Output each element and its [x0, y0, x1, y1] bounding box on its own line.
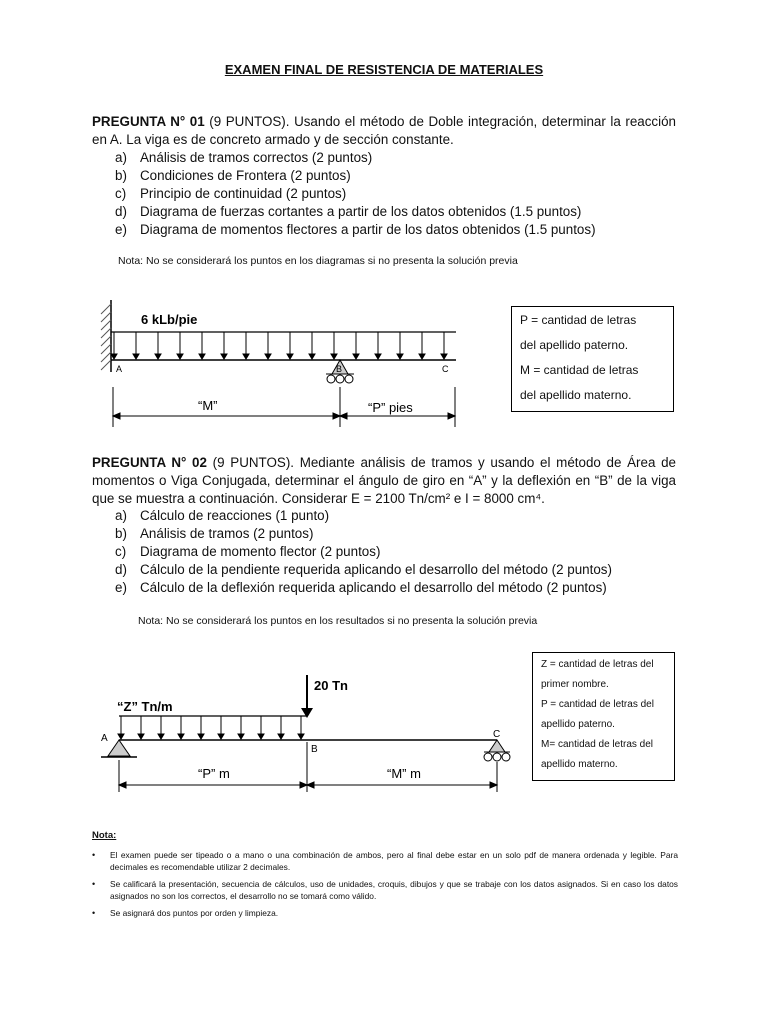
beam-diagram-1	[90, 292, 472, 432]
point-load-label: 20 Tn	[314, 678, 348, 693]
list-item: a) Análisis de tramos correctos (2 puntos)	[115, 150, 373, 165]
list-item: c) Diagrama de momento flector (2 puntos)	[115, 544, 381, 559]
q2-note: Nota: No se considerará los puntos en los resultados si no presenta la solución previa	[138, 615, 538, 627]
list-item: • Se calificará la presentación, secuencia de cálculos, uso de unidades, croquis, dibujos y que se trabaje con los datos asignados. Si en caso los datos asignados no son los correctos, el desarrollo no se tomará como válido.	[92, 879, 678, 901]
list-item: • El examen puede ser tipeado o a mano o una combinación de ambos, pero al final debe estar en un solo pdf de manera ordenada y legible. Para decimales es recomendable utilizar 2 decimales.	[92, 850, 678, 872]
legend-line: apellido materno.	[541, 759, 618, 770]
legend-line: apellido paterno.	[541, 719, 615, 730]
dim-p-label: “P” m	[198, 766, 230, 781]
q2-label: PREGUNTA N° 02	[92, 455, 207, 470]
legend-box-1	[511, 306, 674, 412]
footer-heading: Nota:	[92, 830, 117, 841]
legend-line: M= cantidad de letras del	[541, 739, 654, 750]
distributed-load-arrows	[111, 332, 447, 359]
load-label: 6 kLb/pie	[141, 312, 198, 327]
list-item: b) Análisis de tramos (2 puntos)	[115, 526, 314, 541]
dim-m-label: “M” m	[387, 766, 421, 781]
q1-note: Nota: No se considerará los puntos en los diagramas si no presenta la solución previa	[118, 255, 518, 267]
q2-items	[115, 507, 675, 597]
point-a-label: A	[101, 733, 108, 744]
q1-statement	[92, 113, 676, 149]
list-item: • Se asignará dos puntos por orden y limpieza.	[92, 908, 279, 918]
legend-line: P = cantidad de letras del	[541, 699, 654, 710]
list-item: e) Cálculo de la deflexión requerida aplicando el desarrollo del método (2 puntos)	[115, 580, 607, 595]
point-b-label: B	[336, 364, 343, 374]
dim-p-label: “P” pies	[368, 400, 413, 415]
point-c-label: C	[442, 364, 449, 374]
legend-box-2	[532, 652, 675, 781]
point-c-label: C	[493, 729, 501, 740]
point-a-label: A	[116, 364, 123, 374]
q2-statement	[92, 454, 676, 508]
legend-line: primer nombre.	[541, 679, 609, 690]
point-b-label: B	[311, 744, 318, 755]
dim-m-label: “M”	[198, 398, 218, 413]
legend-line: P = cantidad de letras	[520, 313, 637, 327]
distributed-load-arrows	[118, 716, 304, 739]
legend-line: Z = cantidad de letras del	[541, 659, 654, 670]
q1-items	[115, 149, 675, 239]
legend-line: del apellido paterno.	[520, 338, 629, 352]
footer-notes	[92, 849, 678, 924]
list-item: d) Cálculo de la pendiente requerida aplicando el desarrollo del método (2 puntos)	[115, 562, 612, 577]
point-load-arrow	[301, 675, 313, 718]
list-item: b) Condiciones de Frontera (2 puntos)	[115, 168, 351, 183]
q1-points: (9 PUNTOS).	[209, 114, 290, 129]
list-item: e) Diagrama de momentos flectores a partir de los datos obtenidos (1.5 puntos)	[115, 222, 596, 237]
legend-line: del apellido materno.	[520, 388, 632, 402]
q1-text: Usando el método de Doble integración, determinar la reacción en A. La viga es de concreto armado y de sección constante.	[92, 114, 676, 147]
exam-title: EXAMEN FINAL DE RESISTENCIA DE MATERIALES	[224, 62, 544, 77]
fixed-wall	[101, 300, 111, 372]
q2-points: (9 PUNTOS).	[212, 455, 295, 470]
q1-label: PREGUNTA N° 01	[92, 114, 205, 129]
list-item: c) Principio de continuidad (2 puntos)	[115, 186, 347, 201]
list-item: a) Cálculo de reacciones (1 punto)	[115, 508, 330, 523]
list-item: d) Diagrama de fuerzas cortantes a partir de los datos obtenidos (1.5 puntos)	[115, 204, 582, 219]
q2-text: Mediante análisis de tramos y usando el método de Área de momentos o Viga Conjugada, determinar el ángulo de giro en “A” y la deflexión en “B” de la viga que se muestra a continuación. Considerar E = 2100 Tn/cm² e I = 8000 cm⁴.	[92, 455, 676, 506]
roller-support-c	[484, 740, 510, 761]
beam-diagram-2	[95, 670, 515, 800]
dist-load-label: “Z” Tn/m	[117, 699, 173, 714]
dimension-lines	[119, 742, 497, 792]
legend-line: M = cantidad de letras	[520, 363, 639, 377]
